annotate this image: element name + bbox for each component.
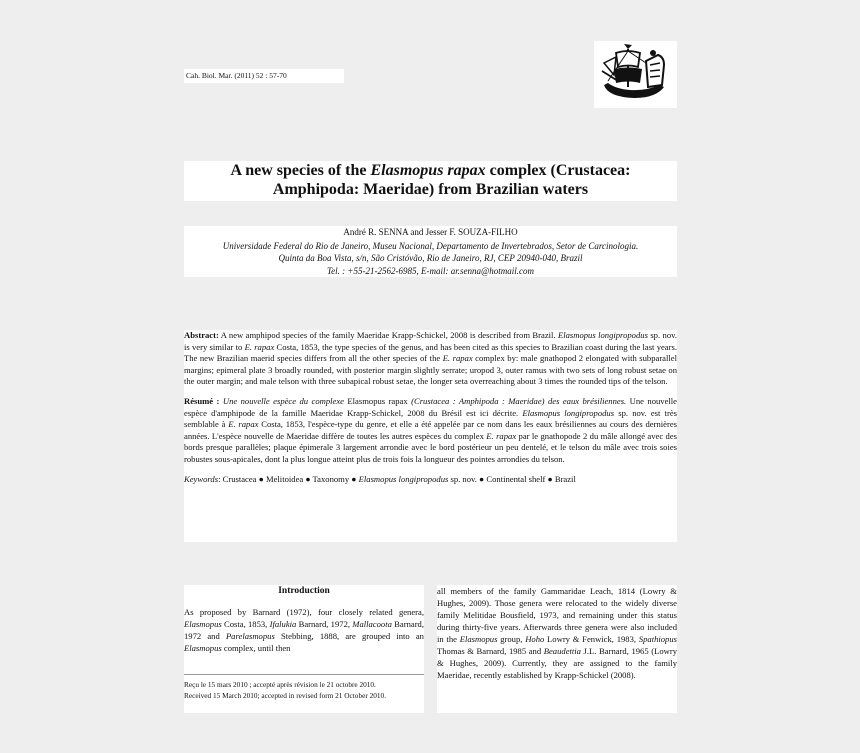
resume-label: Résumé : [184, 395, 220, 406]
resume-species: E. rapax [486, 430, 517, 441]
resume-text: Une nouvelle espèce d'amphipode de la famille Maeridae Krapp-Schickel, 2008 du Brésil est ici décrite. [184, 395, 677, 418]
col2-text: all members of the family Gammaridae Leach, 1814 (Lowry & Hughes, 2009). Those genera were relocated to the widely diverse family Melitidae Bousfield, 1973, and remaining under this status during thirty-five years. Afterwards three genera were also included in the [437, 586, 677, 644]
intro-text: Barnard, 1972 and [184, 619, 424, 641]
author-names: André R. SENNA and Jesser F. SOUZA-FILHO [343, 227, 518, 237]
abstract-text: Costa, 1853, the type species of the genus, and has been cited as this species to Brazilian coast during the last years. The new Brazilian maerid species differs from all the other species of the [184, 341, 677, 364]
genus-name: Spathiopus [638, 634, 677, 644]
genus-name: Mallacoota [352, 619, 392, 629]
resume-text: par le gnathopode 2 du mâle allongé avec des bords presque parallèles; plaque épimerale 3 largement arrondie avec le bord postérieur un peu dentelé, et le telson du mâle avec trois soies robustes sous-apicales, dont la plus longue atteint plus de trois fois la longueur des pointes arrondies du telson. [184, 430, 677, 464]
genus-name: Parelasmopus [225, 631, 275, 641]
resume-text: Costa, 1853, l'espèce-type du genre, et elle a été appelée par ce nom dans les eaux brésiliennes au cours des dernières années. L'espèce nouvelle de Maeridae diffère de toutes les autres espèces du complex [184, 419, 677, 441]
abstract-text: complex by: male gnathopod 2 elongated with subparallel margins; epimeral plate 3 broadly rounded, with posterior margin slightly serrate; uropod 3, outer ramus with two sets of long robust setae on the outer margin; and male telson with three subapical robust setae, the longer seta overreaching about 3 times the rounded tips of the telson. [184, 353, 677, 387]
paper-title [184, 161, 677, 201]
affiliation-line: Quinta da Boa Vista, s/n, São Cristóvão, Rio de Janeiro, RJ, CEP 20940-040, Brazil [278, 253, 583, 263]
affiliation-line: Universidade Federal do Rio de Janeiro, Museu Nacional, Departamento de Invertebrados, Setor de Carcinologia. [222, 240, 639, 251]
introduction-column [184, 585, 424, 713]
abstract-section [184, 330, 677, 542]
resume-species: E. rapax [228, 419, 259, 430]
genus-name: Hoho [525, 634, 545, 644]
received-french: Reçu le 15 mars 2010 ; accepté après révision le 21 octobre 2010. [184, 680, 376, 689]
abstract-paragraph [184, 330, 677, 388]
abstract-species: Elasmopus longipropodus [557, 330, 648, 340]
intro-text: As proposed by Barnard (1972), four closely related genera, [184, 607, 424, 617]
contact-line: Tel. : +55-21-2562-6985, E-mail: ar.senna@hotmail.com [326, 265, 534, 276]
resume-text: sp. nov. est très semblable à [184, 407, 677, 430]
col2-text: group, [497, 634, 526, 644]
title-text: A new species of the [230, 162, 371, 179]
journal-reference: Cah. Biol. Mar. (2011) 52 : 57-70 [184, 69, 344, 83]
keywords-text: : Crustacea ● Melitoidea ● Taxonomy ● [218, 473, 359, 484]
col2-text: Thomas & Barnard, 1985 and [437, 646, 544, 656]
abstract-text: sp. nov. is very similar to [184, 330, 677, 352]
genus-name: Elasmopus [184, 619, 222, 629]
keywords-paragraph [184, 474, 677, 486]
ship-logo-icon [594, 41, 677, 108]
abstract-text: A new amphipod species of the family Maeridae Krapp-Schickel, 2008 is described from Brazil. [218, 330, 558, 340]
abstract-species: E. rapax [442, 353, 473, 364]
title-text: Amphipoda: Maeridae) from Brazilian waters [272, 181, 589, 198]
authors-section [184, 226, 677, 277]
intro-text: Costa, 1853, [221, 619, 270, 629]
resume-species: Elasmopus longipropodus [522, 407, 615, 418]
journal-logo [594, 41, 677, 108]
genus-name: Beaudettia [543, 646, 581, 656]
col2-text: J.L. Barnard, 1965 (Lowry & Hughes, 2009). Currently, they are assigned to the family Maeridae, recently established by Krapp-Schickel (2008). [437, 646, 677, 680]
received-english: Received 15 March 2010; accepted in revised form 21 October 2010. [184, 691, 387, 700]
resume-paragraph [184, 396, 677, 466]
col2-text: Lowry & Fenwick, 1983, [544, 634, 639, 644]
intro-paragraph [184, 606, 424, 654]
abstract-label: Abstract: [184, 330, 219, 340]
resume-species: Elasmopus rapax [347, 395, 408, 406]
col2-paragraph [437, 585, 677, 681]
keywords-label: Keywords [184, 473, 219, 484]
title-species: Elasmopus rapax [370, 162, 486, 179]
intro-text: Barnard, 1972, [296, 619, 353, 629]
genus-name: Elasmopus [184, 643, 222, 653]
abstract-species: E. rapax [244, 341, 275, 352]
keywords-species: Elasmopus longipropodus [358, 473, 449, 484]
genus-name: Elasmopus [459, 634, 498, 644]
section-heading: Introduction [278, 586, 330, 596]
second-column [437, 585, 677, 713]
intro-text: complex, until then [221, 643, 291, 653]
resume-text: (Crustacea : Amphipoda : Maeridae) des eaux brésiliennes. [407, 395, 627, 406]
resume-text: Une nouvelle espèce du complexe [219, 395, 348, 406]
keywords-text: sp. nov. ● Continental shelf ● Brazil [448, 473, 576, 484]
title-text: complex (Crustacea: [485, 162, 631, 179]
received-dates [184, 674, 424, 701]
genus-name: Ifalukia [269, 619, 297, 629]
intro-text: Stebbing, 1888, are grouped into an [274, 631, 424, 641]
